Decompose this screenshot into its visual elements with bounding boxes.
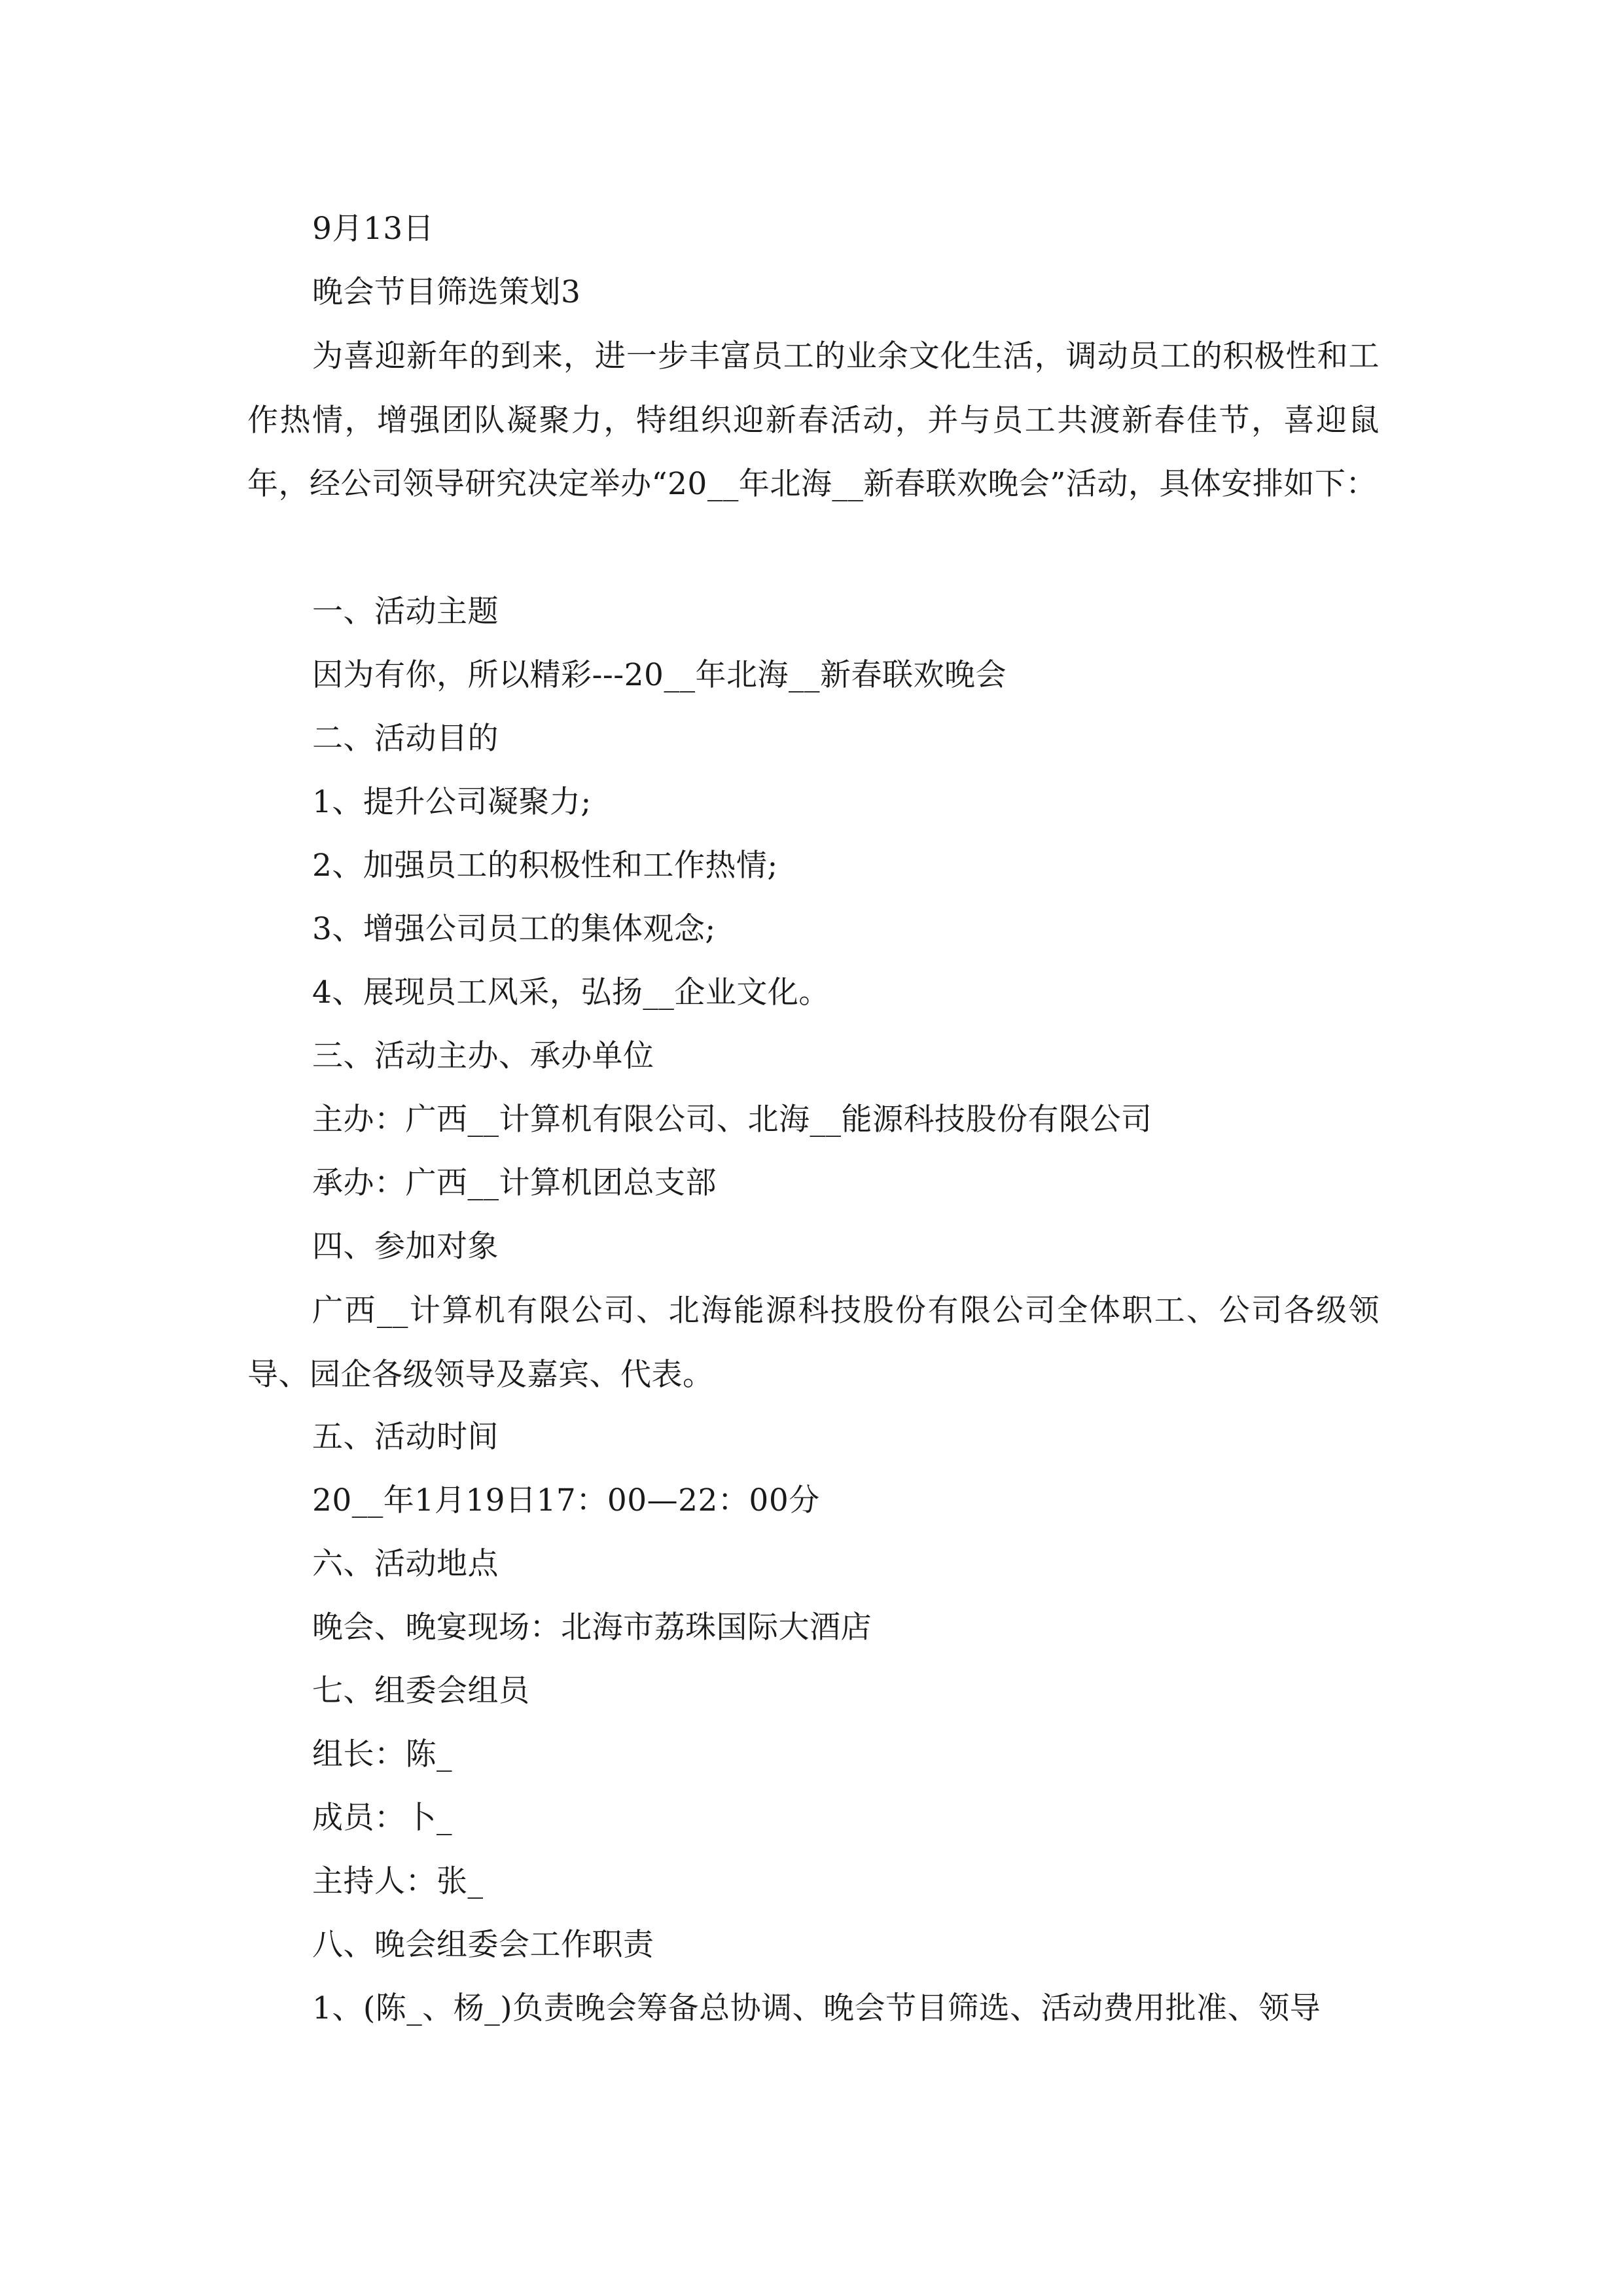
section-4-title: 四、参加对象 bbox=[312, 1229, 499, 1265]
section-1-title: 一、活动主题 bbox=[312, 594, 499, 630]
section-5-title: 五、活动时间 bbox=[312, 1419, 499, 1455]
section-5-body: 20__年1月19日17：00—22：00分 bbox=[312, 1482, 820, 1518]
document-heading: 晚会节目筛选策划3 bbox=[312, 274, 581, 310]
section-6-title: 六、活动地点 bbox=[312, 1546, 499, 1582]
section-2-item-1: 1、提升公司凝聚力; bbox=[312, 784, 592, 820]
section-2-item-3: 3、增强公司员工的集体观念; bbox=[312, 911, 716, 947]
date-line: 9月13日 bbox=[312, 211, 435, 247]
section-2-title: 二、活动目的 bbox=[312, 721, 499, 757]
section-6-body: 晚会、晚宴现场：北海市荔珠国际大酒店 bbox=[312, 1609, 872, 1645]
section-8-title: 八、晚会组委会工作职责 bbox=[312, 1927, 654, 1963]
section-3-organizer: 承办：广西__计算机团总支部 bbox=[312, 1165, 717, 1201]
section-7-leader: 组长：陈_ bbox=[312, 1736, 452, 1772]
section-7-title: 七、组委会组员 bbox=[312, 1673, 530, 1709]
section-3-title: 三、活动主办、承办单位 bbox=[312, 1038, 654, 1074]
section-3-host: 主办：广西__计算机有限公司、北海__能源科技股份有限公司 bbox=[312, 1102, 1152, 1138]
section-2-item-2: 2、加强员工的积极性和工作热情; bbox=[312, 848, 778, 884]
intro-paragraph: 为喜迎新年的到来，进一步丰富员工的业余文化生活，调动员工的积极性和工作热情，增强团队凝聚力，特组织迎新春活动，并与员工共渡新春佳节，喜迎鼠年，经公司领导研究决定举办“20__年北海__新春联欢晚会”活动，具体安排如下： bbox=[247, 338, 1380, 502]
section-4-body: 广西__计算机有限公司、北海能源科技股份有限公司全体职工、公司各级领导、园企各级领导及嘉宾、代表。 bbox=[247, 1293, 1380, 1393]
section-8-item-1: 1、(陈_、杨_)负责晚会筹备总协调、晚会节目筛选、活动费用批准、领导 bbox=[312, 1990, 1321, 2026]
section-2-item-4: 4、展现员工风采，弘扬__企业文化。 bbox=[312, 975, 830, 1011]
section-7-host: 主持人：张_ bbox=[312, 1863, 484, 1899]
section-1-body: 因为有你，所以精彩---20__年北海__新春联欢晚会 bbox=[312, 657, 1007, 693]
section-7-members: 成员：卜_ bbox=[312, 1800, 452, 1836]
